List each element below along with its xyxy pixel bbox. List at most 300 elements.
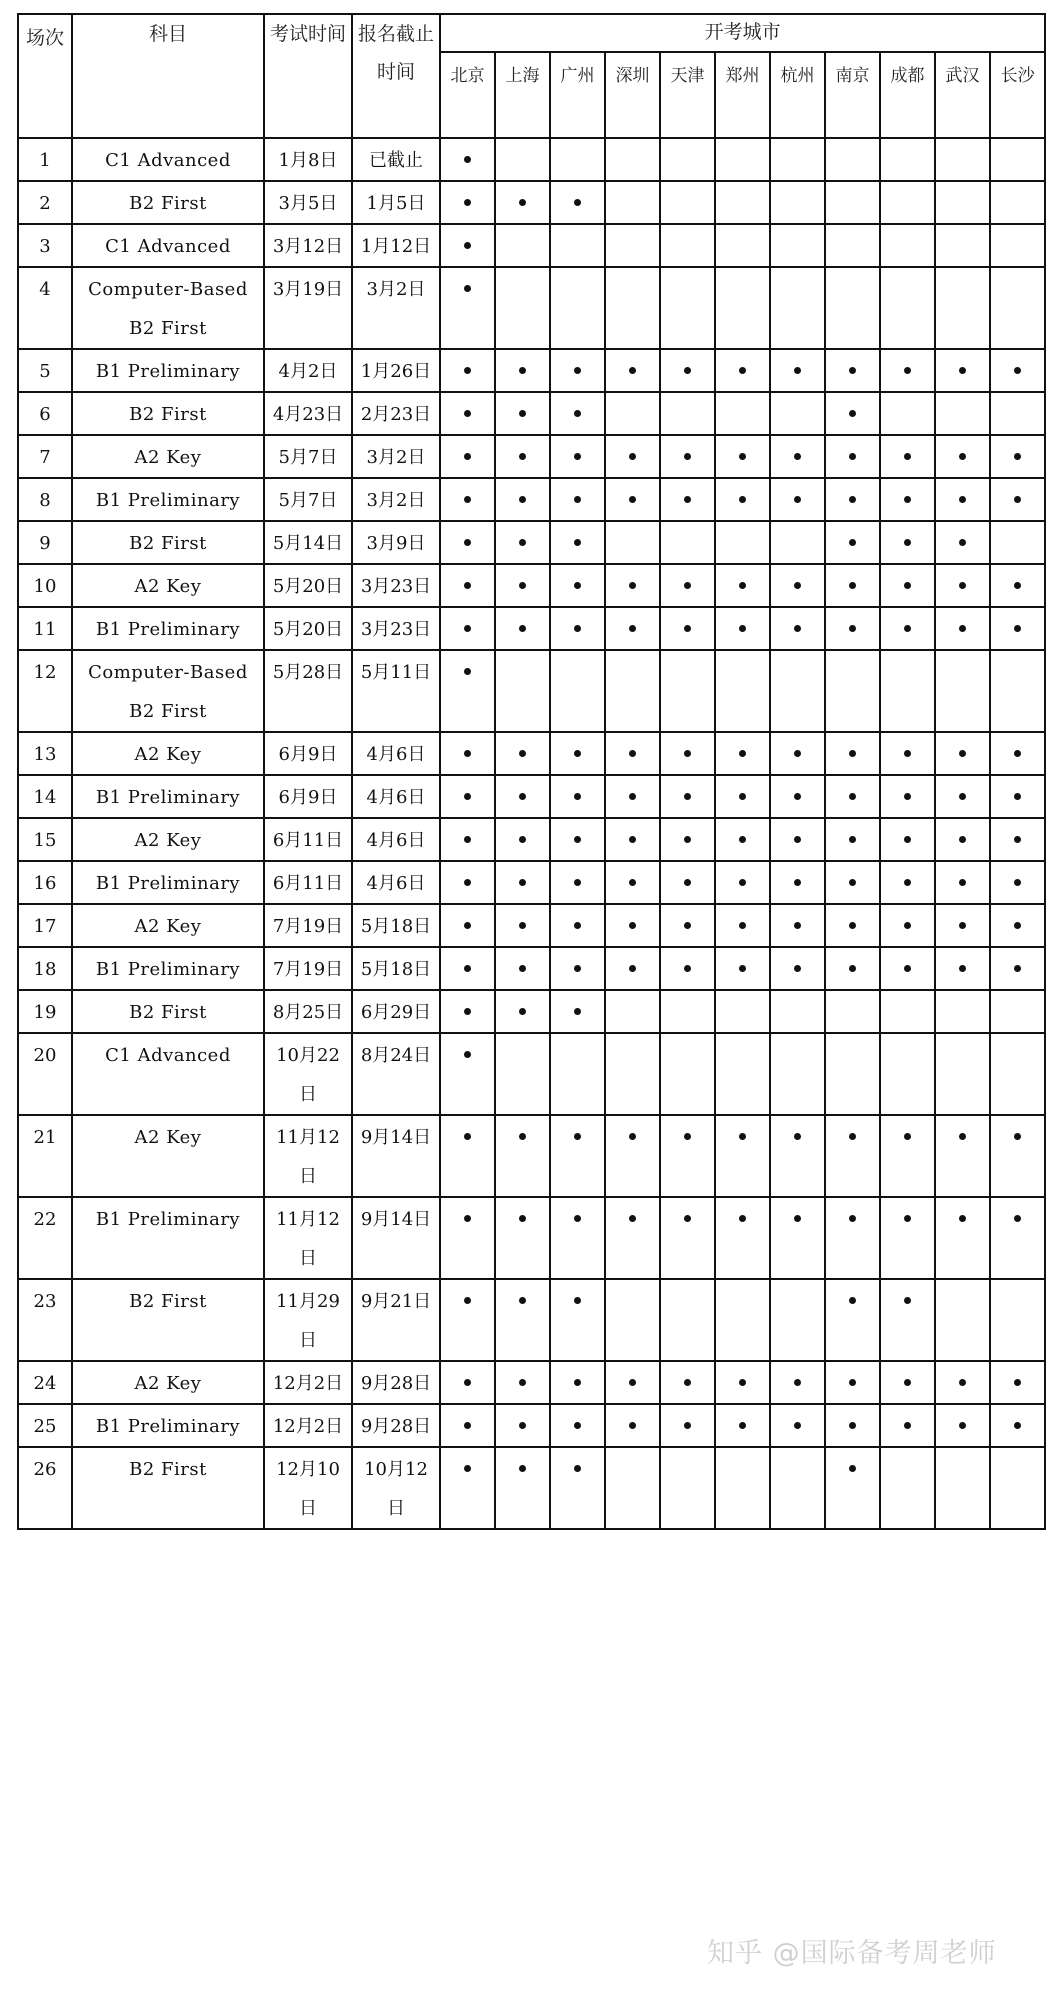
row-index: 3	[18, 224, 72, 267]
city-cell-广州	[550, 775, 605, 818]
city-cell-南京	[825, 861, 880, 904]
available-dot-icon	[574, 1422, 581, 1429]
available-dot-icon	[794, 1215, 801, 1222]
available-dot-icon	[574, 1297, 581, 1304]
city-cell-上海	[495, 224, 550, 267]
city-cell-北京	[440, 564, 495, 607]
city-cell-上海	[495, 1279, 550, 1361]
available-dot-icon	[904, 836, 911, 843]
available-dot-icon	[794, 750, 801, 757]
city-cell-成都	[880, 478, 935, 521]
city-cell-成都	[880, 904, 935, 947]
available-dot-icon	[629, 793, 636, 800]
city-cell-广州	[550, 1197, 605, 1279]
city-cell-南京	[825, 1361, 880, 1404]
city-cell-南京	[825, 1197, 880, 1279]
city-cell-上海	[495, 947, 550, 990]
available-dot-icon	[684, 496, 691, 503]
row-deadline: 9月14日	[352, 1115, 440, 1197]
city-cell-深圳	[605, 732, 660, 775]
table-row	[18, 267, 1045, 349]
available-dot-icon	[904, 793, 911, 800]
available-dot-icon	[794, 496, 801, 503]
city-cell-成都	[880, 138, 935, 181]
row-index: 22	[18, 1197, 72, 1279]
city-cell-北京	[440, 732, 495, 775]
city-cell-武汉	[935, 1447, 990, 1529]
available-dot-icon	[1014, 879, 1021, 886]
city-cell-郑州	[715, 224, 770, 267]
city-cell-天津	[660, 392, 715, 435]
row-subject: A2 Key	[72, 564, 264, 607]
city-cell-广州	[550, 1361, 605, 1404]
available-dot-icon	[574, 836, 581, 843]
city-cell-深圳	[605, 818, 660, 861]
city-cell-长沙	[990, 478, 1045, 521]
city-cell-成都	[880, 1197, 935, 1279]
city-cell-北京	[440, 990, 495, 1033]
city-cell-长沙	[990, 650, 1045, 732]
city-cell-上海	[495, 1033, 550, 1115]
city-cell-上海	[495, 138, 550, 181]
city-cell-深圳	[605, 1033, 660, 1115]
row-index: 14	[18, 775, 72, 818]
city-cell-成都	[880, 1033, 935, 1115]
city-cell-南京	[825, 1447, 880, 1529]
available-dot-icon	[464, 1215, 471, 1222]
city-cell-长沙	[990, 1197, 1045, 1279]
city-cell-杭州	[770, 990, 825, 1033]
city-cell-武汉	[935, 478, 990, 521]
city-cell-北京	[440, 1447, 495, 1529]
city-cell-上海	[495, 267, 550, 349]
row-exam-date: 4月2日	[264, 349, 352, 392]
row-subject: B1 Preliminary	[72, 1197, 264, 1279]
city-cell-杭州	[770, 1447, 825, 1529]
available-dot-icon	[464, 1133, 471, 1140]
row-exam-date: 12月2日	[264, 1404, 352, 1447]
city-cell-武汉	[935, 564, 990, 607]
available-dot-icon	[519, 1465, 526, 1472]
city-cell-杭州	[770, 392, 825, 435]
row-index: 18	[18, 947, 72, 990]
table-row	[18, 349, 1045, 392]
row-subject: A2 Key	[72, 1115, 264, 1197]
row-deadline: 5月18日	[352, 947, 440, 990]
city-cell-杭州	[770, 349, 825, 392]
available-dot-icon	[464, 496, 471, 503]
available-dot-icon	[519, 582, 526, 589]
available-dot-icon	[849, 836, 856, 843]
table-row	[18, 435, 1045, 478]
available-dot-icon	[684, 879, 691, 886]
available-dot-icon	[849, 539, 856, 546]
city-cell-长沙	[990, 1404, 1045, 1447]
available-dot-icon	[629, 965, 636, 972]
available-dot-icon	[849, 582, 856, 589]
available-dot-icon	[959, 750, 966, 757]
city-cell-南京	[825, 1404, 880, 1447]
available-dot-icon	[684, 793, 691, 800]
available-dot-icon	[904, 539, 911, 546]
city-cell-天津	[660, 478, 715, 521]
city-cell-深圳	[605, 267, 660, 349]
city-cell-武汉	[935, 435, 990, 478]
city-cell-长沙	[990, 818, 1045, 861]
city-cell-深圳	[605, 349, 660, 392]
available-dot-icon	[739, 1422, 746, 1429]
city-cell-郑州	[715, 1404, 770, 1447]
city-cell-杭州	[770, 1361, 825, 1404]
available-dot-icon	[849, 793, 856, 800]
row-subject: B2 First	[72, 181, 264, 224]
available-dot-icon	[849, 1465, 856, 1472]
row-subject: A2 Key	[72, 732, 264, 775]
city-cell-武汉	[935, 267, 990, 349]
available-dot-icon	[849, 1379, 856, 1386]
header-city: 北京	[440, 52, 495, 138]
table-row	[18, 1404, 1045, 1447]
city-cell-北京	[440, 224, 495, 267]
available-dot-icon	[629, 453, 636, 460]
city-cell-郑州	[715, 564, 770, 607]
row-exam-date: 5月7日	[264, 435, 352, 478]
available-dot-icon	[574, 625, 581, 632]
city-cell-上海	[495, 435, 550, 478]
city-cell-深圳	[605, 947, 660, 990]
city-cell-深圳	[605, 181, 660, 224]
city-cell-南京	[825, 478, 880, 521]
row-exam-date: 1月8日	[264, 138, 352, 181]
row-subject: C1 Advanced	[72, 224, 264, 267]
available-dot-icon	[464, 156, 471, 163]
city-cell-北京	[440, 607, 495, 650]
available-dot-icon	[739, 836, 746, 843]
available-dot-icon	[574, 879, 581, 886]
row-subject: B1 Preliminary	[72, 861, 264, 904]
available-dot-icon	[959, 1422, 966, 1429]
available-dot-icon	[1014, 793, 1021, 800]
row-deadline: 3月2日	[352, 435, 440, 478]
available-dot-icon	[959, 793, 966, 800]
available-dot-icon	[1014, 453, 1021, 460]
city-cell-天津	[660, 435, 715, 478]
row-exam-date: 12月10日	[264, 1447, 352, 1529]
header-city: 上海	[495, 52, 550, 138]
table-row	[18, 1279, 1045, 1361]
available-dot-icon	[464, 668, 471, 675]
row-subject: B2 First	[72, 521, 264, 564]
city-cell-武汉	[935, 1404, 990, 1447]
row-subject: B1 Preliminary	[72, 478, 264, 521]
city-cell-成都	[880, 990, 935, 1033]
city-cell-上海	[495, 564, 550, 607]
city-cell-深圳	[605, 607, 660, 650]
city-cell-南京	[825, 1115, 880, 1197]
city-cell-南京	[825, 732, 880, 775]
city-cell-武汉	[935, 1197, 990, 1279]
city-cell-广州	[550, 861, 605, 904]
available-dot-icon	[1014, 922, 1021, 929]
city-cell-成都	[880, 861, 935, 904]
row-exam-date: 5月20日	[264, 607, 352, 650]
city-cell-北京	[440, 1115, 495, 1197]
row-index: 2	[18, 181, 72, 224]
available-dot-icon	[464, 582, 471, 589]
table-row	[18, 224, 1045, 267]
row-exam-date: 11月12日	[264, 1115, 352, 1197]
city-cell-长沙	[990, 775, 1045, 818]
city-cell-北京	[440, 521, 495, 564]
city-cell-深圳	[605, 1404, 660, 1447]
city-cell-武汉	[935, 990, 990, 1033]
city-cell-武汉	[935, 861, 990, 904]
row-exam-date: 7月19日	[264, 947, 352, 990]
city-cell-成都	[880, 607, 935, 650]
available-dot-icon	[574, 1465, 581, 1472]
available-dot-icon	[739, 965, 746, 972]
city-cell-南京	[825, 990, 880, 1033]
header-city: 郑州	[715, 52, 770, 138]
city-cell-成都	[880, 1447, 935, 1529]
city-cell-上海	[495, 990, 550, 1033]
city-cell-深圳	[605, 478, 660, 521]
row-index: 9	[18, 521, 72, 564]
table-row	[18, 607, 1045, 650]
row-subject: A2 Key	[72, 818, 264, 861]
available-dot-icon	[849, 1422, 856, 1429]
city-cell-上海	[495, 1197, 550, 1279]
row-exam-date: 3月12日	[264, 224, 352, 267]
city-cell-南京	[825, 521, 880, 564]
header-city: 成都	[880, 52, 935, 138]
city-cell-长沙	[990, 224, 1045, 267]
city-cell-天津	[660, 775, 715, 818]
city-cell-深圳	[605, 1115, 660, 1197]
city-cell-武汉	[935, 392, 990, 435]
available-dot-icon	[629, 367, 636, 374]
available-dot-icon	[574, 453, 581, 460]
city-cell-北京	[440, 1197, 495, 1279]
available-dot-icon	[684, 922, 691, 929]
city-cell-长沙	[990, 947, 1045, 990]
city-cell-长沙	[990, 521, 1045, 564]
available-dot-icon	[464, 922, 471, 929]
available-dot-icon	[574, 539, 581, 546]
row-exam-date: 11月29日	[264, 1279, 352, 1361]
city-cell-成都	[880, 650, 935, 732]
available-dot-icon	[904, 625, 911, 632]
table-row	[18, 1361, 1045, 1404]
available-dot-icon	[629, 496, 636, 503]
city-cell-郑州	[715, 138, 770, 181]
available-dot-icon	[464, 539, 471, 546]
city-cell-天津	[660, 138, 715, 181]
available-dot-icon	[684, 453, 691, 460]
available-dot-icon	[629, 582, 636, 589]
city-cell-天津	[660, 650, 715, 732]
row-exam-date: 4月23日	[264, 392, 352, 435]
city-cell-武汉	[935, 349, 990, 392]
city-cell-郑州	[715, 732, 770, 775]
city-cell-武汉	[935, 775, 990, 818]
row-deadline: 4月6日	[352, 732, 440, 775]
row-subject: C1 Advanced	[72, 138, 264, 181]
row-deadline: 3月9日	[352, 521, 440, 564]
city-cell-广州	[550, 990, 605, 1033]
city-cell-南京	[825, 947, 880, 990]
available-dot-icon	[519, 836, 526, 843]
available-dot-icon	[464, 1465, 471, 1472]
row-deadline: 3月23日	[352, 607, 440, 650]
city-cell-杭州	[770, 267, 825, 349]
city-cell-郑州	[715, 1115, 770, 1197]
city-cell-郑州	[715, 1447, 770, 1529]
available-dot-icon	[684, 367, 691, 374]
city-cell-北京	[440, 138, 495, 181]
city-cell-天津	[660, 1447, 715, 1529]
row-index: 17	[18, 904, 72, 947]
header-subject: 科目	[72, 14, 264, 138]
row-subject: B1 Preliminary	[72, 947, 264, 990]
table-row	[18, 138, 1045, 181]
city-cell-杭州	[770, 1115, 825, 1197]
row-deadline: 9月21日	[352, 1279, 440, 1361]
table-row	[18, 1115, 1045, 1197]
city-cell-天津	[660, 818, 715, 861]
city-cell-北京	[440, 818, 495, 861]
available-dot-icon	[904, 582, 911, 589]
city-cell-天津	[660, 349, 715, 392]
city-cell-天津	[660, 1279, 715, 1361]
row-index: 25	[18, 1404, 72, 1447]
city-cell-长沙	[990, 607, 1045, 650]
city-cell-上海	[495, 349, 550, 392]
available-dot-icon	[629, 1379, 636, 1386]
city-cell-广州	[550, 732, 605, 775]
city-cell-南京	[825, 904, 880, 947]
available-dot-icon	[629, 879, 636, 886]
city-cell-深圳	[605, 224, 660, 267]
city-cell-天津	[660, 521, 715, 564]
available-dot-icon	[904, 879, 911, 886]
available-dot-icon	[794, 367, 801, 374]
available-dot-icon	[574, 1008, 581, 1015]
row-exam-date: 5月7日	[264, 478, 352, 521]
city-cell-长沙	[990, 1361, 1045, 1404]
available-dot-icon	[849, 453, 856, 460]
available-dot-icon	[959, 879, 966, 886]
city-cell-天津	[660, 947, 715, 990]
table-row	[18, 732, 1045, 775]
city-cell-武汉	[935, 904, 990, 947]
row-deadline: 2月23日	[352, 392, 440, 435]
available-dot-icon	[629, 836, 636, 843]
available-dot-icon	[574, 410, 581, 417]
row-deadline: 4月6日	[352, 861, 440, 904]
city-cell-南京	[825, 1033, 880, 1115]
city-cell-上海	[495, 392, 550, 435]
available-dot-icon	[629, 922, 636, 929]
city-cell-郑州	[715, 904, 770, 947]
city-cell-杭州	[770, 1197, 825, 1279]
available-dot-icon	[629, 1422, 636, 1429]
available-dot-icon	[739, 625, 746, 632]
city-cell-北京	[440, 650, 495, 732]
row-index: 16	[18, 861, 72, 904]
row-exam-date: 3月5日	[264, 181, 352, 224]
city-cell-广州	[550, 392, 605, 435]
available-dot-icon	[959, 582, 966, 589]
row-deadline: 8月24日	[352, 1033, 440, 1115]
city-cell-郑州	[715, 607, 770, 650]
available-dot-icon	[464, 199, 471, 206]
city-cell-成都	[880, 1279, 935, 1361]
row-exam-date: 6月11日	[264, 861, 352, 904]
available-dot-icon	[794, 625, 801, 632]
city-cell-郑州	[715, 349, 770, 392]
available-dot-icon	[574, 1133, 581, 1140]
city-cell-上海	[495, 181, 550, 224]
city-cell-成都	[880, 732, 935, 775]
available-dot-icon	[629, 1133, 636, 1140]
city-cell-广州	[550, 181, 605, 224]
city-cell-深圳	[605, 990, 660, 1033]
city-cell-长沙	[990, 392, 1045, 435]
available-dot-icon	[1014, 496, 1021, 503]
row-deadline: 1月12日	[352, 224, 440, 267]
city-cell-长沙	[990, 904, 1045, 947]
city-cell-广州	[550, 1404, 605, 1447]
table-row	[18, 947, 1045, 990]
available-dot-icon	[739, 453, 746, 460]
row-subject: B2 First	[72, 392, 264, 435]
header-index: 场次	[18, 14, 72, 138]
table-row	[18, 775, 1045, 818]
available-dot-icon	[904, 1422, 911, 1429]
city-cell-杭州	[770, 861, 825, 904]
city-cell-长沙	[990, 138, 1045, 181]
available-dot-icon	[794, 453, 801, 460]
available-dot-icon	[849, 965, 856, 972]
row-index: 20	[18, 1033, 72, 1115]
available-dot-icon	[1014, 625, 1021, 632]
available-dot-icon	[959, 625, 966, 632]
row-exam-date: 12月2日	[264, 1361, 352, 1404]
city-cell-长沙	[990, 732, 1045, 775]
exam-schedule-table	[17, 13, 1046, 1530]
city-cell-长沙	[990, 564, 1045, 607]
city-cell-武汉	[935, 1115, 990, 1197]
available-dot-icon	[739, 582, 746, 589]
available-dot-icon	[574, 582, 581, 589]
city-cell-深圳	[605, 521, 660, 564]
city-cell-天津	[660, 1033, 715, 1115]
available-dot-icon	[464, 965, 471, 972]
city-cell-上海	[495, 607, 550, 650]
city-cell-南京	[825, 349, 880, 392]
city-cell-南京	[825, 224, 880, 267]
available-dot-icon	[794, 1379, 801, 1386]
city-cell-长沙	[990, 1279, 1045, 1361]
available-dot-icon	[519, 793, 526, 800]
available-dot-icon	[739, 793, 746, 800]
row-index: 15	[18, 818, 72, 861]
city-cell-上海	[495, 818, 550, 861]
city-cell-长沙	[990, 181, 1045, 224]
available-dot-icon	[849, 922, 856, 929]
available-dot-icon	[959, 1379, 966, 1386]
